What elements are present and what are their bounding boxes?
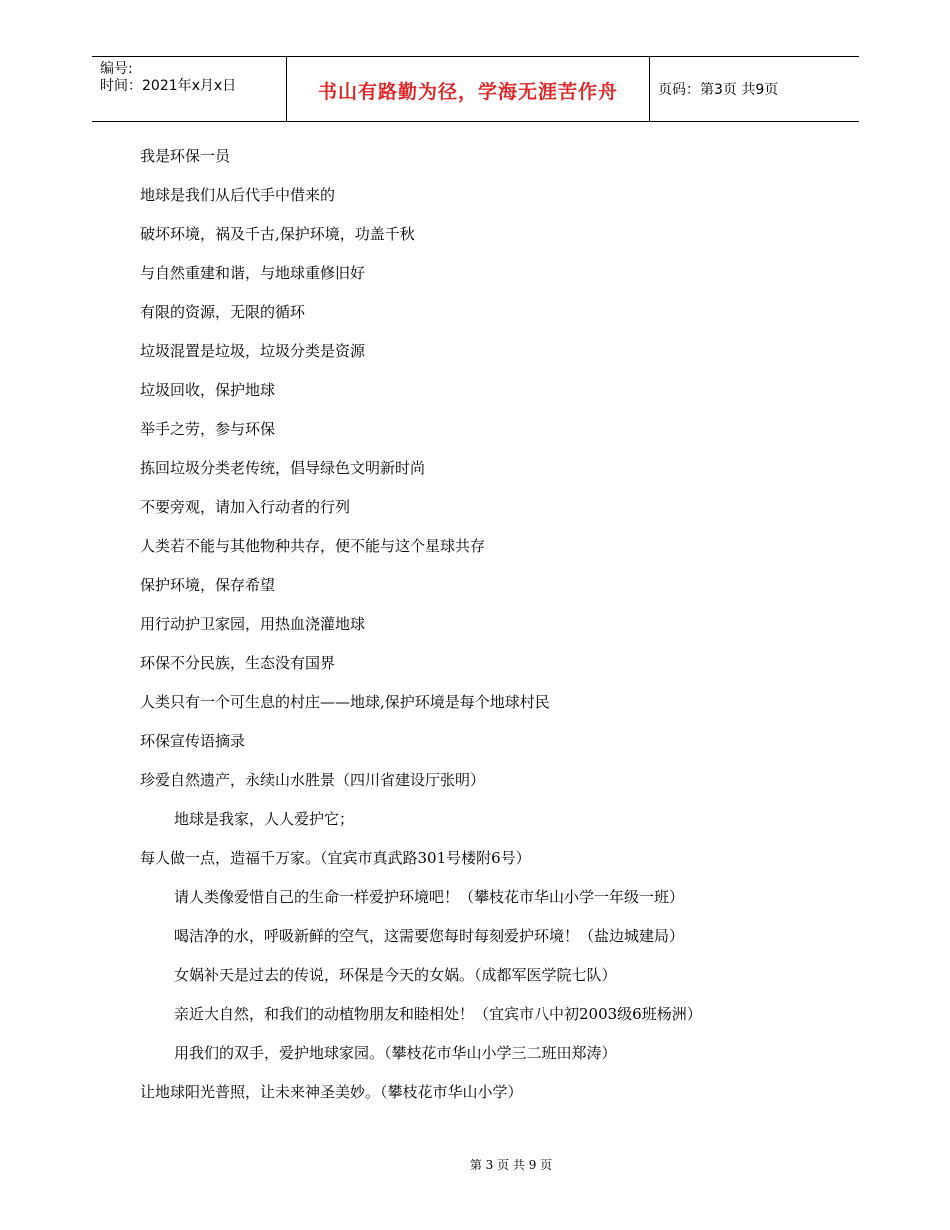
- text-line: 有限的资源，无限的循环: [140, 303, 306, 321]
- text-line: 每人做一点，造福千万家。（宜宾市真武路301号楼附6号）: [140, 849, 531, 867]
- text-line: 女娲补天是过去的传说，环保是今天的女娲。（成都军医学院七队）: [174, 966, 617, 984]
- text-line: 保护环境，保存希望: [140, 576, 276, 594]
- text-line: 人类若不能与其他物种共存，便不能与这个星球共存: [140, 537, 486, 555]
- number-label: 编号:: [100, 61, 133, 77]
- text-line: 用行动护卫家园，用热血浇灌地球: [140, 615, 366, 633]
- text-line: 我是环保一员: [140, 147, 231, 165]
- text-line: 请人类像爱惜自己的生命一样爱护环境吧！（攀枝花市华山小学一年级一班）: [174, 888, 685, 906]
- text-line: 地球是我家，人人爱护它；: [174, 810, 355, 828]
- text-line: 不要旁观，请加入行动者的行列: [140, 498, 351, 516]
- document-body: [140, 143, 820, 1118]
- text-line: 人类只有一个可生息的村庄——地球,保护环境是每个地球村民: [140, 693, 550, 711]
- text-line: 拣回垃圾分类老传统，倡导绿色文明新时尚: [140, 459, 426, 477]
- text-line: 举手之劳，参与环保: [140, 420, 276, 438]
- text-line: 用我们的双手，爱护地球家园。（攀枝花市华山小学三二班田郑涛）: [174, 1044, 617, 1062]
- header-motto-cell: [287, 57, 650, 121]
- header-page-cell: [650, 57, 859, 121]
- text-line: 破坏环境，祸及千古,保护环境，功盖千秋: [140, 225, 415, 243]
- text-line: 喝洁净的水，呼吸新鲜的空气，这需要您每时每刻爱护环境！（盐边城建局）: [174, 927, 685, 945]
- page-info: 页码：第3页 共9页: [658, 82, 779, 98]
- document-header: [92, 56, 859, 122]
- text-line: 与自然重建和谐，与地球重修旧好: [140, 264, 366, 282]
- text-line: 让地球阳光普照，让未来神圣美妙。（攀枝花市华山小学）: [140, 1083, 523, 1101]
- time-label: 时间：2021年x月x日: [100, 78, 237, 94]
- text-line: 垃圾混置是垃圾，垃圾分类是资源: [140, 342, 366, 360]
- text-line: 地球是我们从后代手中借来的: [140, 186, 336, 204]
- text-line: 亲近大自然，和我们的动植物朋友和睦相处！（宜宾市八中初2003级6班杨洲）: [174, 1005, 702, 1023]
- page-footer: 第 3 页 共 9 页: [469, 1158, 553, 1172]
- text-line: 垃圾回收，保护地球: [140, 381, 276, 399]
- text-line: 环保宣传语摘录: [140, 732, 246, 750]
- text-line: 环保不分民族，生态没有国界: [140, 654, 336, 672]
- header-meta-cell: [92, 57, 287, 121]
- text-line: 珍爱自然遗产，永续山水胜景（四川省建设厅张明）: [140, 771, 486, 789]
- motto-text: 书山有路勤为径，学海无涯苦作舟: [317, 80, 618, 103]
